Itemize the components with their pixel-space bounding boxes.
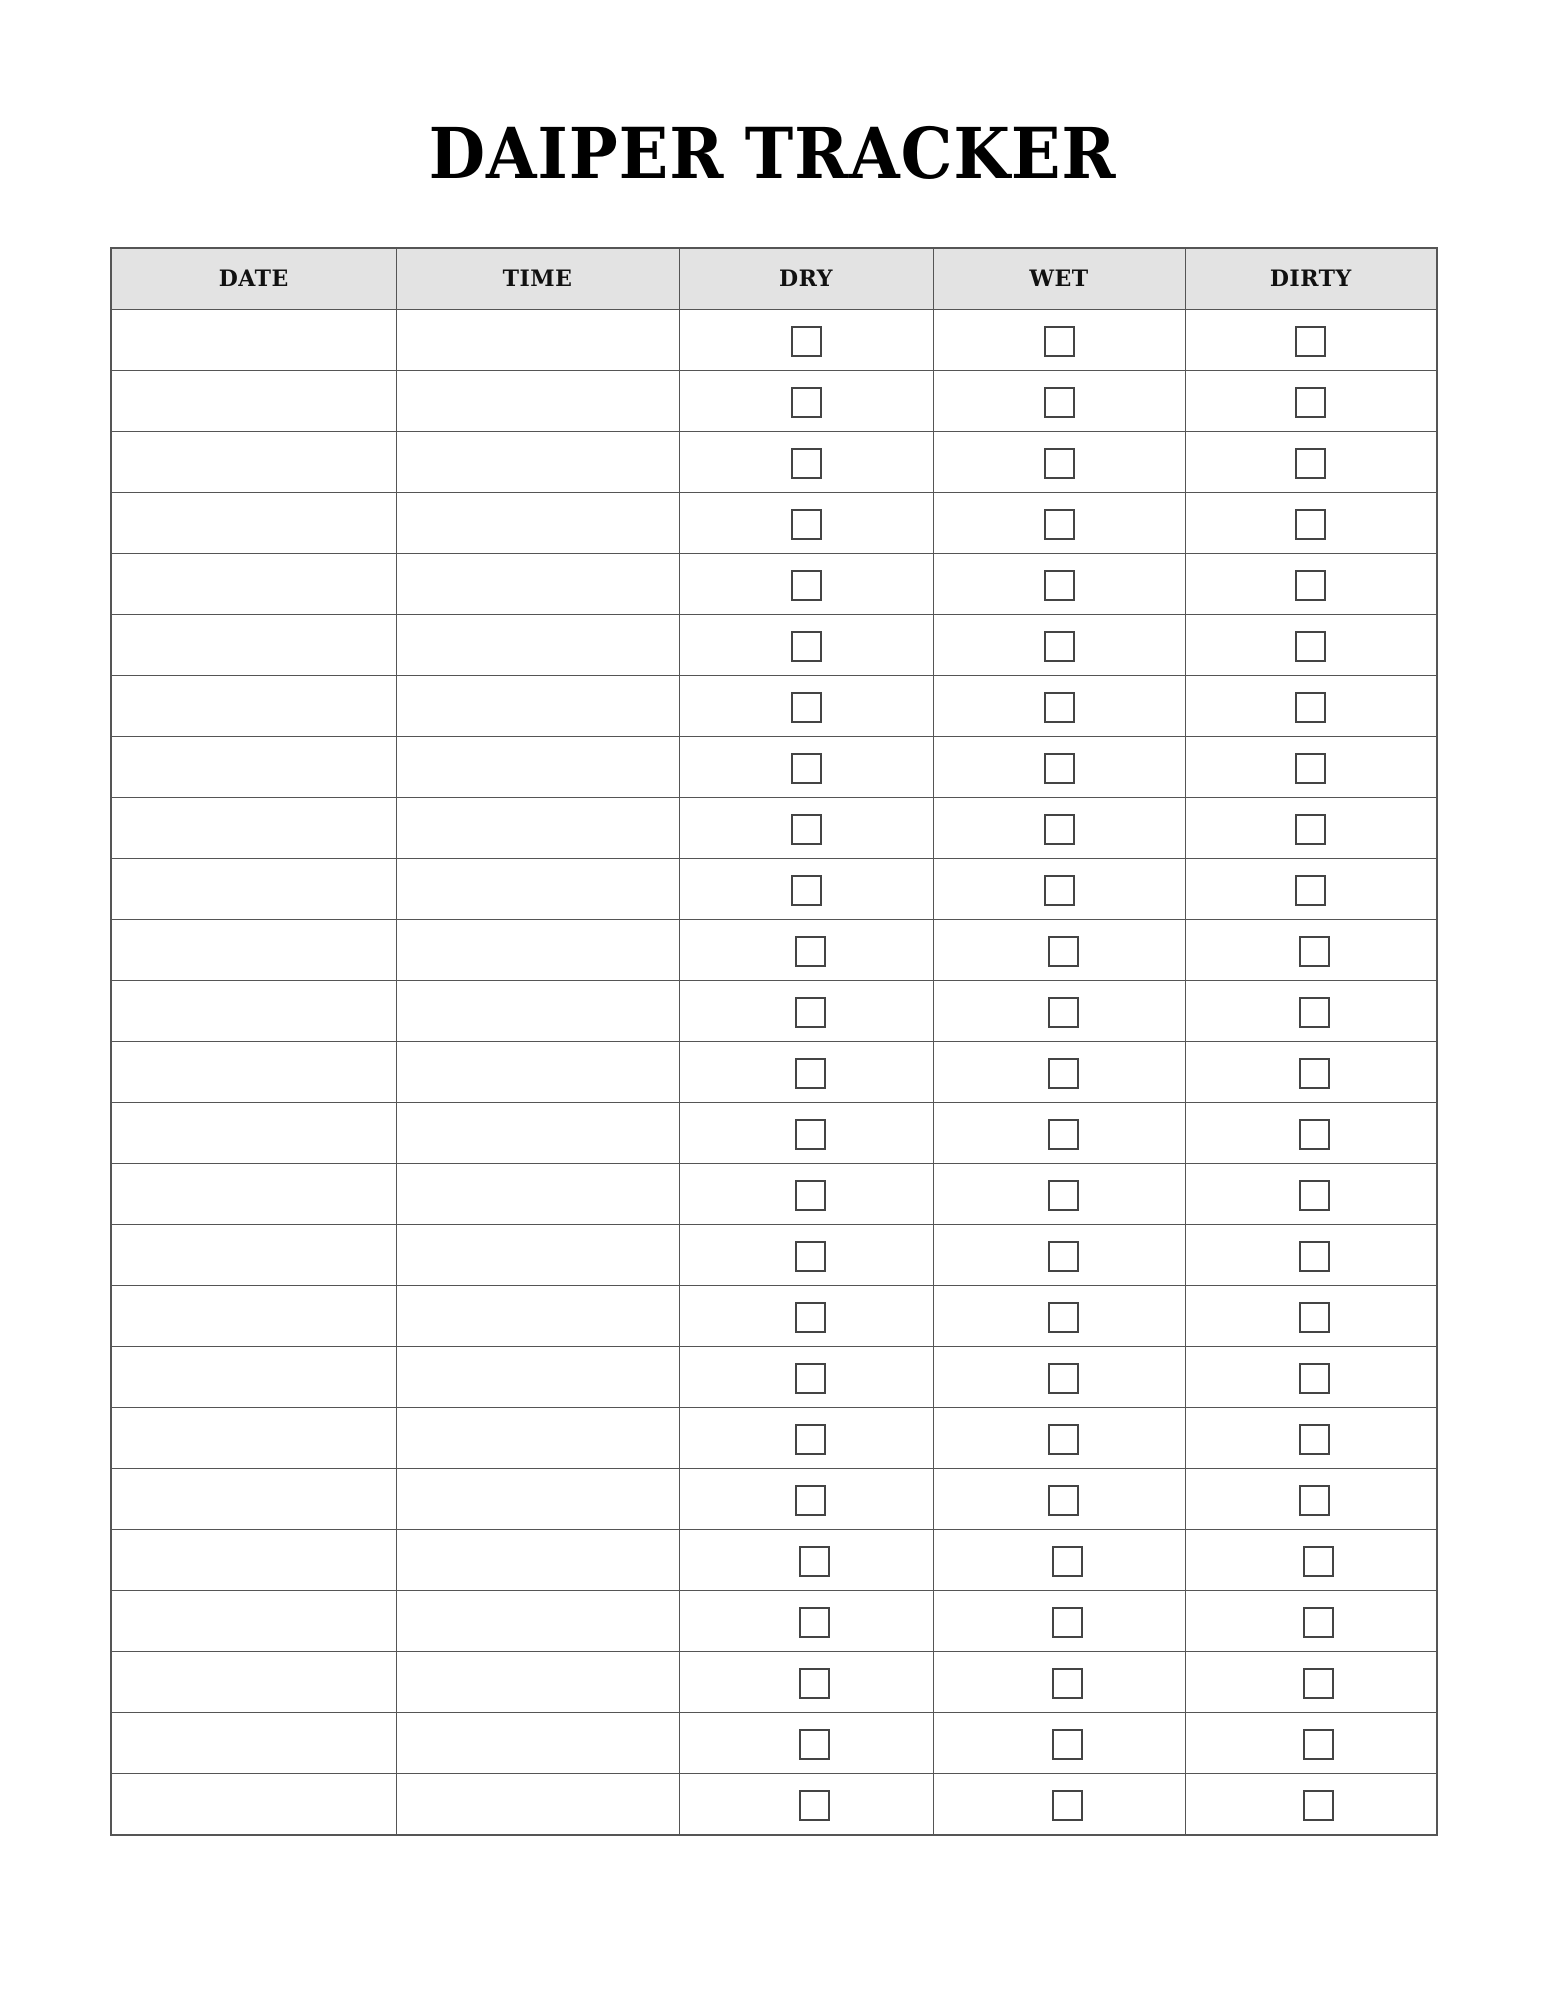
- time-cell[interactable]: [396, 1042, 679, 1103]
- wet-cell: [933, 920, 1185, 981]
- date-cell[interactable]: [111, 1286, 396, 1347]
- dirty-cell: [1185, 1469, 1437, 1530]
- date-cell[interactable]: [111, 615, 396, 676]
- dirty-cell: [1185, 676, 1437, 737]
- wet-cell: [933, 615, 1185, 676]
- wet-cell: [933, 1774, 1185, 1836]
- dry-checkbox[interactable]: [799, 1607, 830, 1638]
- table-row: [111, 1347, 1437, 1408]
- time-cell[interactable]: [396, 554, 679, 615]
- dry-checkbox[interactable]: [791, 814, 822, 845]
- table-row: [111, 371, 1437, 432]
- wet-cell: [933, 371, 1185, 432]
- dry-cell: [679, 737, 933, 798]
- dry-cell: [679, 310, 933, 371]
- wet-checkbox[interactable]: [1052, 1668, 1083, 1699]
- dry-checkbox[interactable]: [795, 1058, 826, 1089]
- dirty-cell: [1185, 859, 1437, 920]
- dirty-cell: [1185, 1652, 1437, 1713]
- table-row: [111, 859, 1437, 920]
- wet-cell: [933, 676, 1185, 737]
- table-row: [111, 432, 1437, 493]
- wet-checkbox[interactable]: [1048, 936, 1079, 967]
- wet-checkbox[interactable]: [1044, 692, 1075, 723]
- date-cell[interactable]: [111, 1469, 396, 1530]
- table-row: [111, 1042, 1437, 1103]
- wet-cell: [933, 1530, 1185, 1591]
- table-row: [111, 1164, 1437, 1225]
- dry-checkbox[interactable]: [795, 1241, 826, 1272]
- column-header-time: TIME: [396, 248, 679, 310]
- time-cell[interactable]: [396, 371, 679, 432]
- wet-checkbox[interactable]: [1044, 326, 1075, 357]
- wet-checkbox[interactable]: [1044, 875, 1075, 906]
- table-row: [111, 737, 1437, 798]
- dirty-cell: [1185, 1530, 1437, 1591]
- dirty-checkbox[interactable]: [1299, 997, 1330, 1028]
- dry-checkbox[interactable]: [791, 631, 822, 662]
- dry-cell: [679, 920, 933, 981]
- dirty-cell: [1185, 615, 1437, 676]
- wet-checkbox[interactable]: [1044, 753, 1075, 784]
- dry-checkbox[interactable]: [791, 326, 822, 357]
- dirty-cell: [1185, 1103, 1437, 1164]
- dry-checkbox[interactable]: [791, 509, 822, 540]
- column-header-date: DATE: [111, 248, 396, 310]
- time-cell[interactable]: [396, 981, 679, 1042]
- dry-cell: [679, 1164, 933, 1225]
- wet-checkbox[interactable]: [1052, 1790, 1083, 1821]
- wet-checkbox[interactable]: [1044, 631, 1075, 662]
- time-cell[interactable]: [396, 798, 679, 859]
- table-row: [111, 1103, 1437, 1164]
- table-row: [111, 1713, 1437, 1774]
- dirty-checkbox[interactable]: [1299, 1302, 1330, 1333]
- dry-checkbox[interactable]: [795, 1363, 826, 1394]
- dirty-cell: [1185, 1347, 1437, 1408]
- dry-checkbox[interactable]: [791, 692, 822, 723]
- dry-cell: [679, 981, 933, 1042]
- table-row: [111, 981, 1437, 1042]
- time-cell[interactable]: [396, 1774, 679, 1836]
- dirty-checkbox[interactable]: [1295, 509, 1326, 540]
- time-cell[interactable]: [396, 1591, 679, 1652]
- date-cell[interactable]: [111, 1164, 396, 1225]
- wet-cell: [933, 798, 1185, 859]
- dirty-checkbox[interactable]: [1295, 631, 1326, 662]
- table-row: [111, 1652, 1437, 1713]
- dirty-checkbox[interactable]: [1295, 326, 1326, 357]
- table-row: [111, 554, 1437, 615]
- dry-checkbox[interactable]: [791, 570, 822, 601]
- dirty-checkbox[interactable]: [1295, 570, 1326, 601]
- dry-cell: [679, 1652, 933, 1713]
- dirty-checkbox[interactable]: [1303, 1790, 1334, 1821]
- dirty-cell: [1185, 493, 1437, 554]
- dirty-cell: [1185, 1774, 1437, 1836]
- date-cell[interactable]: [111, 1652, 396, 1713]
- wet-cell: [933, 1225, 1185, 1286]
- wet-checkbox[interactable]: [1052, 1546, 1083, 1577]
- date-cell[interactable]: [111, 310, 396, 371]
- dry-cell: [679, 859, 933, 920]
- dirty-checkbox[interactable]: [1299, 1241, 1330, 1272]
- dirty-checkbox[interactable]: [1299, 1424, 1330, 1455]
- dirty-cell: [1185, 1713, 1437, 1774]
- dirty-cell: [1185, 920, 1437, 981]
- dirty-checkbox[interactable]: [1295, 692, 1326, 723]
- dirty-cell: [1185, 1591, 1437, 1652]
- date-cell[interactable]: [111, 1530, 396, 1591]
- dirty-checkbox[interactable]: [1303, 1729, 1334, 1760]
- title-word-1: DAIPER: [428, 112, 725, 195]
- dry-cell: [679, 1042, 933, 1103]
- wet-checkbox[interactable]: [1044, 509, 1075, 540]
- dirty-checkbox[interactable]: [1299, 1485, 1330, 1516]
- wet-checkbox[interactable]: [1052, 1607, 1083, 1638]
- date-cell[interactable]: [111, 920, 396, 981]
- time-cell[interactable]: [396, 432, 679, 493]
- dirty-checkbox[interactable]: [1303, 1607, 1334, 1638]
- date-cell[interactable]: [111, 432, 396, 493]
- dry-cell: [679, 615, 933, 676]
- dirty-cell: [1185, 432, 1437, 493]
- dry-cell: [679, 1469, 933, 1530]
- column-header-dirty: DIRTY: [1185, 248, 1437, 310]
- dry-cell: [679, 676, 933, 737]
- wet-checkbox[interactable]: [1048, 1424, 1079, 1455]
- wet-checkbox[interactable]: [1044, 814, 1075, 845]
- dry-checkbox[interactable]: [799, 1729, 830, 1760]
- time-cell[interactable]: [396, 1469, 679, 1530]
- table-row: [111, 1774, 1437, 1836]
- table-row: [111, 615, 1437, 676]
- dirty-checkbox[interactable]: [1295, 814, 1326, 845]
- dry-checkbox[interactable]: [795, 1424, 826, 1455]
- wet-cell: [933, 310, 1185, 371]
- wet-cell: [933, 1591, 1185, 1652]
- wet-checkbox[interactable]: [1048, 1363, 1079, 1394]
- date-cell[interactable]: [111, 554, 396, 615]
- wet-checkbox[interactable]: [1048, 1119, 1079, 1150]
- dry-cell: [679, 1225, 933, 1286]
- date-cell[interactable]: [111, 676, 396, 737]
- dry-checkbox[interactable]: [791, 387, 822, 418]
- wet-cell: [933, 737, 1185, 798]
- title-word-2: TRACKER: [744, 112, 1117, 195]
- dirty-cell: [1185, 1164, 1437, 1225]
- wet-checkbox[interactable]: [1044, 387, 1075, 418]
- wet-checkbox[interactable]: [1044, 448, 1075, 479]
- wet-cell: [933, 859, 1185, 920]
- dirty-cell: [1185, 554, 1437, 615]
- wet-checkbox[interactable]: [1048, 1180, 1079, 1211]
- time-cell[interactable]: [396, 1164, 679, 1225]
- table-row: [111, 920, 1437, 981]
- dry-checkbox[interactable]: [795, 1119, 826, 1150]
- wet-checkbox[interactable]: [1048, 1485, 1079, 1516]
- dry-checkbox[interactable]: [795, 997, 826, 1028]
- dirty-checkbox[interactable]: [1299, 1180, 1330, 1211]
- time-cell[interactable]: [396, 1286, 679, 1347]
- dirty-checkbox[interactable]: [1299, 1058, 1330, 1089]
- date-cell[interactable]: [111, 737, 396, 798]
- dry-checkbox[interactable]: [799, 1790, 830, 1821]
- dry-cell: [679, 554, 933, 615]
- time-cell[interactable]: [396, 615, 679, 676]
- wet-cell: [933, 981, 1185, 1042]
- table-row: [111, 1408, 1437, 1469]
- date-cell[interactable]: [111, 1103, 396, 1164]
- time-cell[interactable]: [396, 1652, 679, 1713]
- table-body: [111, 310, 1437, 1836]
- date-cell[interactable]: [111, 798, 396, 859]
- table-row: [111, 1530, 1437, 1591]
- dirty-checkbox[interactable]: [1303, 1668, 1334, 1699]
- column-header-dry: DRY: [679, 248, 933, 310]
- dry-cell: [679, 1408, 933, 1469]
- dry-checkbox[interactable]: [799, 1668, 830, 1699]
- column-header-wet: WET: [933, 248, 1185, 310]
- date-cell[interactable]: [111, 1713, 396, 1774]
- dry-cell: [679, 1347, 933, 1408]
- page-title: [54, 112, 1491, 196]
- wet-checkbox[interactable]: [1044, 570, 1075, 601]
- dry-cell: [679, 798, 933, 859]
- date-cell[interactable]: [111, 1591, 396, 1652]
- time-cell[interactable]: [396, 1408, 679, 1469]
- dirty-cell: [1185, 981, 1437, 1042]
- wet-checkbox[interactable]: [1048, 1241, 1079, 1272]
- date-cell[interactable]: [111, 1347, 396, 1408]
- dirty-cell: [1185, 371, 1437, 432]
- table-row: [111, 1469, 1437, 1530]
- dry-cell: [679, 1530, 933, 1591]
- time-cell[interactable]: [396, 310, 679, 371]
- wet-cell: [933, 554, 1185, 615]
- time-cell[interactable]: [396, 676, 679, 737]
- dirty-cell: [1185, 737, 1437, 798]
- dry-checkbox[interactable]: [795, 1485, 826, 1516]
- time-cell[interactable]: [396, 1713, 679, 1774]
- table-row: [111, 310, 1437, 371]
- wet-cell: [933, 1042, 1185, 1103]
- dry-checkbox[interactable]: [795, 1302, 826, 1333]
- wet-cell: [933, 493, 1185, 554]
- dirty-checkbox[interactable]: [1295, 875, 1326, 906]
- dry-cell: [679, 1591, 933, 1652]
- dirty-cell: [1185, 798, 1437, 859]
- dirty-cell: [1185, 1408, 1437, 1469]
- wet-cell: [933, 1103, 1185, 1164]
- time-cell[interactable]: [396, 1225, 679, 1286]
- wet-cell: [933, 1469, 1185, 1530]
- dry-checkbox[interactable]: [791, 875, 822, 906]
- time-cell[interactable]: [396, 493, 679, 554]
- dry-cell: [679, 1774, 933, 1836]
- dry-checkbox[interactable]: [791, 753, 822, 784]
- table-row: [111, 676, 1437, 737]
- date-cell[interactable]: [111, 371, 396, 432]
- wet-checkbox[interactable]: [1048, 1058, 1079, 1089]
- dirty-checkbox[interactable]: [1299, 1119, 1330, 1150]
- dirty-checkbox[interactable]: [1299, 936, 1330, 967]
- dry-cell: [679, 1713, 933, 1774]
- dry-cell: [679, 432, 933, 493]
- wet-cell: [933, 1164, 1185, 1225]
- wet-cell: [933, 1652, 1185, 1713]
- table-row: [111, 798, 1437, 859]
- dirty-checkbox[interactable]: [1303, 1546, 1334, 1577]
- dirty-checkbox[interactable]: [1299, 1363, 1330, 1394]
- dry-checkbox[interactable]: [795, 1180, 826, 1211]
- table-header-row: [111, 248, 1437, 310]
- dry-checkbox[interactable]: [799, 1546, 830, 1577]
- dry-checkbox[interactable]: [791, 448, 822, 479]
- dry-cell: [679, 1103, 933, 1164]
- date-cell[interactable]: [111, 1774, 396, 1836]
- table-row: [111, 1591, 1437, 1652]
- dirty-checkbox[interactable]: [1295, 753, 1326, 784]
- time-cell[interactable]: [396, 1530, 679, 1591]
- dirty-cell: [1185, 1225, 1437, 1286]
- time-cell[interactable]: [396, 1103, 679, 1164]
- table-row: [111, 1225, 1437, 1286]
- time-cell[interactable]: [396, 737, 679, 798]
- dirty-cell: [1185, 1286, 1437, 1347]
- diaper-tracker-table: [110, 247, 1438, 1836]
- dirty-cell: [1185, 310, 1437, 371]
- wet-checkbox[interactable]: [1052, 1729, 1083, 1760]
- dirty-checkbox[interactable]: [1295, 387, 1326, 418]
- date-cell[interactable]: [111, 493, 396, 554]
- dry-checkbox[interactable]: [795, 936, 826, 967]
- date-cell[interactable]: [111, 981, 396, 1042]
- table-row: [111, 493, 1437, 554]
- wet-cell: [933, 1408, 1185, 1469]
- dry-cell: [679, 1286, 933, 1347]
- dry-cell: [679, 371, 933, 432]
- wet-checkbox[interactable]: [1048, 997, 1079, 1028]
- time-cell[interactable]: [396, 1347, 679, 1408]
- wet-cell: [933, 432, 1185, 493]
- wet-cell: [933, 1286, 1185, 1347]
- date-cell[interactable]: [111, 1042, 396, 1103]
- table-row: [111, 1286, 1437, 1347]
- date-cell[interactable]: [111, 1408, 396, 1469]
- dirty-checkbox[interactable]: [1295, 448, 1326, 479]
- wet-checkbox[interactable]: [1048, 1302, 1079, 1333]
- time-cell[interactable]: [396, 920, 679, 981]
- time-cell[interactable]: [396, 859, 679, 920]
- wet-cell: [933, 1347, 1185, 1408]
- dry-cell: [679, 493, 933, 554]
- wet-cell: [933, 1713, 1185, 1774]
- date-cell[interactable]: [111, 1225, 396, 1286]
- date-cell[interactable]: [111, 859, 396, 920]
- dirty-cell: [1185, 1042, 1437, 1103]
